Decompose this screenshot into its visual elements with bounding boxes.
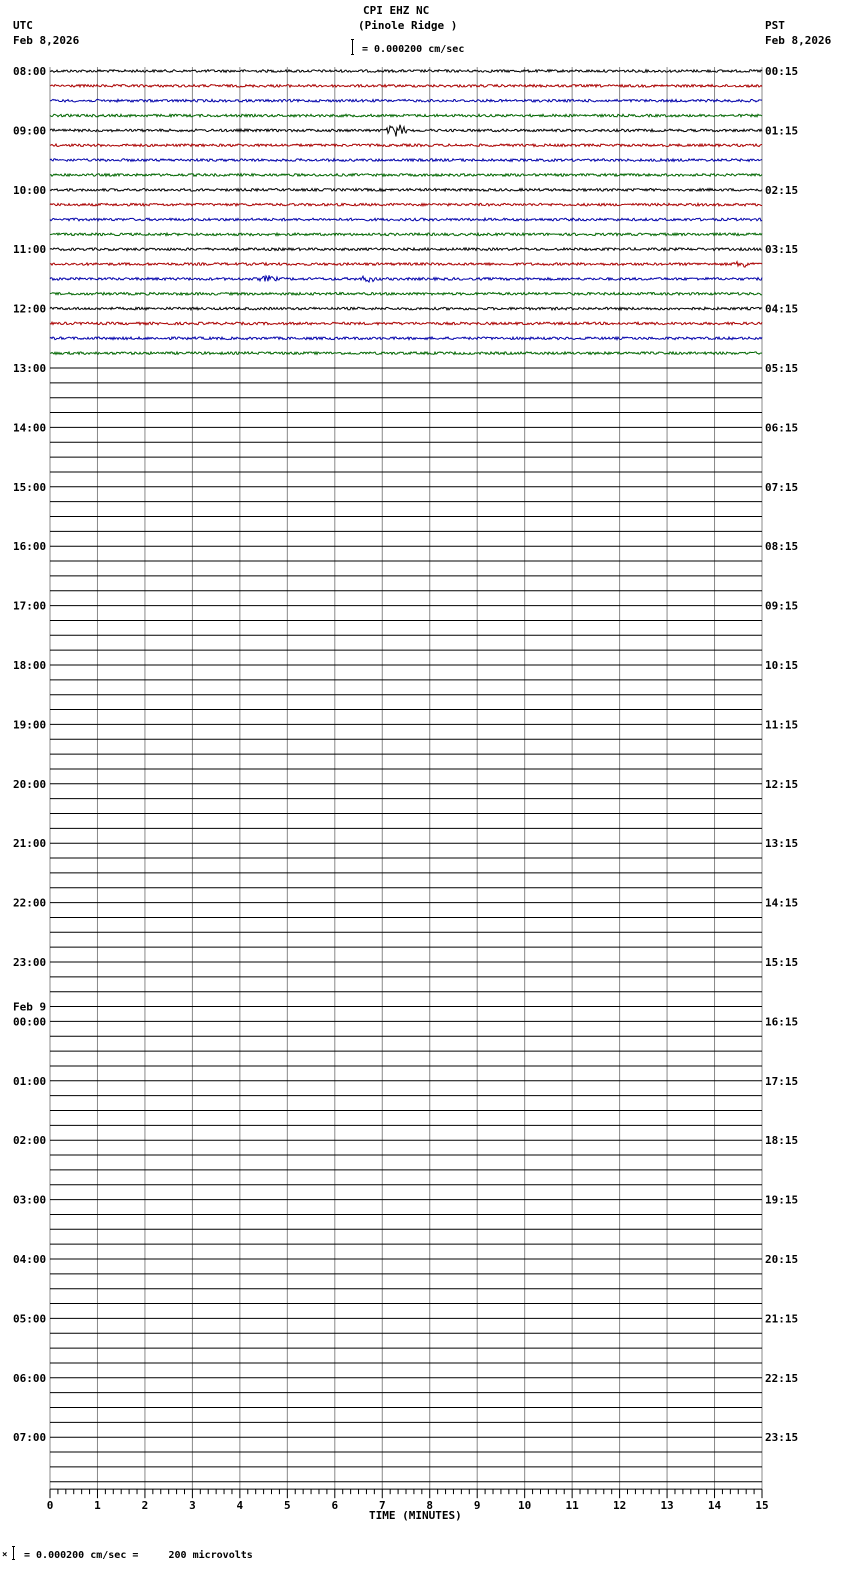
seismic-trace — [50, 174, 762, 177]
seismic-trace — [50, 337, 762, 340]
utc-hour-label: 03:00 — [13, 1193, 47, 1207]
seismic-trace — [50, 307, 762, 310]
utc-hour-label: 17:00 — [13, 599, 47, 613]
x-tick-label: 1 — [94, 1499, 101, 1513]
pst-hour-label: 01:15 — [765, 124, 799, 138]
x-tick-label: 3 — [189, 1499, 196, 1513]
seismic-trace — [50, 218, 762, 221]
seismic-trace — [50, 70, 762, 73]
pst-hour-label: 12:15 — [765, 777, 799, 791]
x-tick-label: 6 — [331, 1499, 339, 1513]
x-tick-label: 7 — [378, 1499, 386, 1513]
pst-hour-label: 00:15 — [765, 65, 799, 78]
right-date: Feb 8,2026 — [765, 34, 832, 47]
station-location: (Pinole Ridge ) — [358, 19, 458, 32]
pst-hour-label: 18:15 — [765, 1134, 799, 1148]
x-tick-label: 0 — [46, 1499, 54, 1513]
utc-hour-label: 20:00 — [13, 777, 47, 791]
utc-hour-label: 22:00 — [13, 896, 47, 910]
utc-hour-label: 11:00 — [13, 243, 47, 257]
footer-scale-label: = 0.000200 cm/sec = 200 microvolts — [24, 1550, 253, 1561]
x-tick-label: 4 — [236, 1499, 244, 1513]
seismic-trace — [50, 125, 762, 137]
utc-hour-label: 14:00 — [13, 421, 47, 435]
x-tick-label: 11 — [565, 1499, 579, 1513]
pst-hour-label: 13:15 — [765, 837, 799, 851]
pst-hour-label: 14:15 — [765, 896, 799, 910]
utc-hour-label: 10:00 — [13, 183, 47, 197]
seismic-trace — [50, 293, 762, 296]
seismic-trace — [50, 248, 762, 251]
seismic-traces — [50, 70, 762, 1482]
x-tick-label: 2 — [141, 1499, 149, 1513]
footer-scale-bar-icon — [12, 1546, 15, 1560]
seismic-trace — [50, 144, 762, 147]
pst-hour-label: 15:15 — [765, 956, 799, 969]
pst-hour-label: 10:15 — [765, 659, 799, 672]
pst-hour-label: 07:15 — [765, 480, 799, 494]
pst-hour-label: 23:15 — [765, 1431, 799, 1445]
utc-hour-label: 08:00 — [13, 65, 47, 78]
pst-hour-label: 05:15 — [765, 362, 799, 375]
station-title: CPI EHZ NC — [363, 4, 430, 17]
left-timezone: UTC — [13, 19, 33, 32]
seismic-trace — [50, 189, 762, 192]
pst-hour-label: 09:15 — [765, 599, 799, 613]
x-tick-label: 10 — [518, 1499, 532, 1513]
seismic-trace — [50, 203, 762, 206]
utc-hour-label: 19:00 — [13, 718, 47, 732]
seismic-trace — [50, 159, 762, 162]
pst-hour-label: 16:15 — [765, 1015, 799, 1029]
utc-hour-label: 07:00 — [13, 1431, 47, 1445]
pst-hour-label: 03:15 — [765, 243, 799, 257]
pst-hour-label: 19:15 — [765, 1193, 799, 1207]
x-tick-label: 9 — [473, 1499, 481, 1513]
x-axis-label: TIME (MINUTES) — [369, 1509, 462, 1522]
footer-mark: × — [2, 1550, 8, 1560]
seismic-trace — [50, 85, 762, 88]
seismic-trace — [50, 352, 762, 355]
seismic-trace — [50, 275, 762, 282]
pst-hour-label: 22:15 — [765, 1371, 799, 1385]
utc-hour-label: 04:00 — [13, 1253, 47, 1266]
x-tick-label: 5 — [284, 1499, 291, 1513]
utc-hour-label: 02:00 — [13, 1134, 47, 1148]
utc-hour-label: 15:00 — [13, 480, 47, 494]
utc-hour-label: 01:00 — [13, 1074, 47, 1088]
pst-hour-label: 06:15 — [765, 421, 799, 435]
right-timezone: PST — [765, 19, 785, 32]
date-change-label: Feb 9 — [13, 1000, 47, 1014]
x-tick-label: 13 — [660, 1499, 674, 1513]
utc-hour-label: 06:00 — [13, 1371, 47, 1385]
pst-hour-label: 08:15 — [765, 540, 799, 554]
seismic-trace — [50, 99, 762, 102]
seismic-trace — [50, 114, 762, 117]
seismic-trace — [50, 262, 762, 268]
x-tick-label: 8 — [426, 1499, 434, 1513]
pst-hour-label: 17:15 — [765, 1074, 799, 1088]
seismic-trace — [50, 322, 762, 325]
pst-hour-label: 11:15 — [765, 718, 799, 732]
x-tick-label: 12 — [612, 1499, 627, 1513]
x-tick-label: 14 — [707, 1499, 722, 1513]
utc-hour-label: 13:00 — [13, 362, 47, 375]
utc-hour-label: 16:00 — [13, 540, 47, 554]
utc-hour-label: 12:00 — [13, 302, 47, 316]
seismic-trace — [50, 233, 762, 236]
pst-hour-label: 02:15 — [765, 183, 799, 197]
pst-hour-label: 20:15 — [765, 1253, 799, 1266]
scale-label: = 0.000200 cm/sec — [362, 44, 465, 55]
pst-hour-label: 21:15 — [765, 1312, 799, 1326]
left-date: Feb 8,2026 — [13, 34, 80, 47]
utc-hour-label: 23:00 — [13, 956, 47, 969]
x-tick-label: 15 — [755, 1499, 769, 1513]
pst-hour-label: 04:15 — [765, 302, 799, 316]
utc-hour-label: 05:00 — [13, 1312, 47, 1326]
utc-hour-label: 09:00 — [13, 124, 47, 138]
utc-hour-label: 00:00 — [13, 1015, 47, 1029]
utc-hour-label: 18:00 — [13, 659, 47, 672]
utc-hour-label: 21:00 — [13, 837, 47, 851]
